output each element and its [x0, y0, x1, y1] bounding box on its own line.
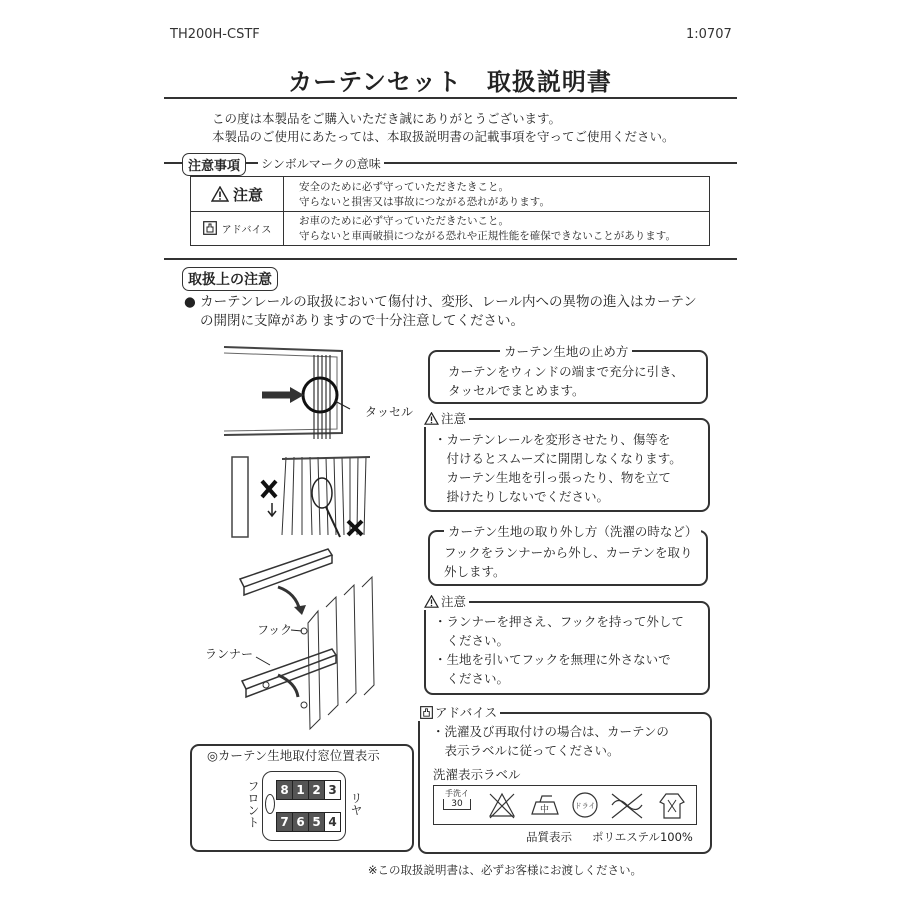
label-rear: リヤ: [349, 792, 363, 816]
laundry-symbols: [433, 785, 697, 825]
svg-text:ドライ: ドライ: [574, 802, 596, 810]
text-line: タッセルでまとめます。: [448, 383, 585, 398]
caution-2-title: [421, 592, 469, 610]
text-line: カーテン生地を引っ張ったり、物を立て: [434, 470, 671, 485]
bullet-line-2: の開閉に支障がありますので十分注意してください。: [200, 313, 524, 329]
advice-text: [432, 722, 669, 760]
no-bleach-icon: [486, 790, 518, 820]
label-runner: ランナー: [205, 647, 254, 661]
symbol-caution-text: 注意: [232, 185, 263, 204]
section-divider: [164, 162, 737, 164]
bullet-line-1: カーテンレールの取扱において傷付け、変形、レール内への異物の進入はカーテン: [200, 294, 697, 310]
section-divider: [164, 258, 737, 260]
symbols-caption: シンボルマークの意味: [258, 155, 384, 172]
caution-1-label: 注意: [441, 411, 467, 426]
warning-triangle-icon: [424, 412, 439, 425]
label-tassel: タッセル: [365, 405, 414, 419]
text-line: ください。: [434, 671, 510, 686]
caution-2-text: [434, 612, 684, 688]
advice-hand-icon: [203, 221, 217, 235]
window-pos-top-3: 2: [308, 780, 325, 800]
page-title: カーテンセット 取扱説明書: [288, 68, 612, 96]
text-line: 付けるとスムーズに開閉しなくなります。: [434, 451, 682, 466]
intro-line-2: 本製品のご使用にあたっては、本取扱説明書の記載事項を守ってご使用ください。: [212, 129, 675, 144]
desc-line: 安全のために必ず守っていただきたきこと。: [299, 181, 509, 193]
quality-value: ポリエステル100%: [592, 830, 693, 844]
text-line: 掛けたりしないでください。: [434, 489, 610, 504]
bullet-dot-icon: ●: [184, 294, 196, 310]
wash-text: 手洗イ: [445, 789, 469, 798]
label-hook: フック: [257, 623, 293, 637]
rail-hook-runner-illustration: [236, 545, 386, 735]
model-number: TH200H-CSTF: [170, 27, 260, 42]
text-line: ください。: [434, 633, 510, 648]
window-pos-top-2: 1: [292, 780, 309, 800]
window-pos-bottom-3: 5: [308, 812, 325, 832]
title-divider: [164, 97, 737, 99]
window-pos-bottom-1: 7: [276, 812, 293, 832]
document-code: 1:0707: [686, 27, 732, 42]
no-wring-icon: [608, 790, 646, 820]
laundry-label-title: 洗濯表示ラベル: [433, 767, 521, 782]
window-pos-top-4: 3: [324, 780, 341, 800]
prohibited-actions-illustration: [212, 453, 382, 545]
symbol-row-caution: [191, 177, 709, 212]
advice-title: [417, 703, 500, 721]
hand-wash-30-icon: [440, 788, 474, 822]
caution-1-text: [434, 430, 682, 506]
text-line: ・カーテンレールを変形させたり、傷等を: [434, 432, 671, 447]
desc-line: 守らないと損害又は事故につながる恐れがあります。: [299, 196, 550, 208]
intro-line-1: この度は本製品をご購入いただき誠にありがとうございます。: [212, 111, 562, 126]
text-line: カーテンをウィンドの端まで充分に引き、: [448, 364, 684, 379]
label-front: フロント: [246, 780, 260, 828]
dry-clean-icon: [570, 790, 600, 820]
warning-triangle-icon: [211, 186, 229, 202]
handling-bullet: [184, 293, 704, 331]
warning-triangle-icon: [424, 595, 439, 608]
box-tie-title: カーテン生地の止め方: [500, 342, 632, 360]
symbol-label-advice: [191, 211, 284, 245]
caution-2-label: 注意: [441, 594, 467, 609]
position-title: ◎カーテン生地取付窓位置表示: [204, 746, 383, 764]
advice-label: アドバイス: [435, 705, 498, 720]
box-remove-text: [444, 543, 693, 581]
symbol-row-advice: [191, 211, 709, 245]
text-line: 表示ラベルに従ってください。: [432, 743, 620, 758]
text-line: 外します。: [444, 564, 506, 579]
symbol-advice-text: アドバイス: [221, 224, 272, 236]
window-pos-top-1: 8: [276, 780, 293, 800]
symbol-table: [190, 176, 710, 246]
window-pos-bottom-4: 4: [324, 812, 341, 832]
caution-1-title: [421, 409, 469, 427]
tassel-illustration: [222, 343, 362, 443]
hang-dry-shade-icon: [654, 788, 690, 822]
box-remove-title: カーテン生地の取り外し方（洗濯の時など）: [444, 522, 701, 540]
desc-line: 守らないと車両破損につながる恐れや正規性能を確保できないことがあります。: [299, 230, 676, 242]
symbol-label-caution: [191, 177, 284, 211]
text-line: ・生地を引いてフックを無理に外さないで: [434, 652, 671, 667]
section-label-notes: 注意事項: [182, 153, 246, 176]
footnote: ※この取扱説明書は、必ずお客様にお渡しください。: [367, 863, 643, 877]
advice-hand-icon: [420, 706, 433, 719]
text-line: ・ランナーを押さえ、フックを持って外して: [434, 614, 684, 629]
wash-temp: 30: [443, 799, 471, 810]
text-line: ・洗濯及び再取付けの場合は、カーテンの: [432, 724, 669, 739]
box-tie-text: [448, 362, 684, 400]
iron-medium-icon: [528, 790, 562, 820]
text-line: フックをランナーから外し、カーテンを取り: [444, 545, 693, 560]
symbol-caution-desc: [299, 180, 550, 210]
window-pos-bottom-2: 6: [292, 812, 309, 832]
steering-marker: [265, 794, 275, 814]
section-label-handling: 取扱上の注意: [182, 267, 278, 291]
desc-line: お車のために必ず守っていただきたいこと。: [299, 215, 509, 227]
symbol-advice-desc: [299, 214, 676, 244]
quality-label: 品質表示: [526, 830, 572, 844]
iron-text: 中: [540, 805, 550, 815]
